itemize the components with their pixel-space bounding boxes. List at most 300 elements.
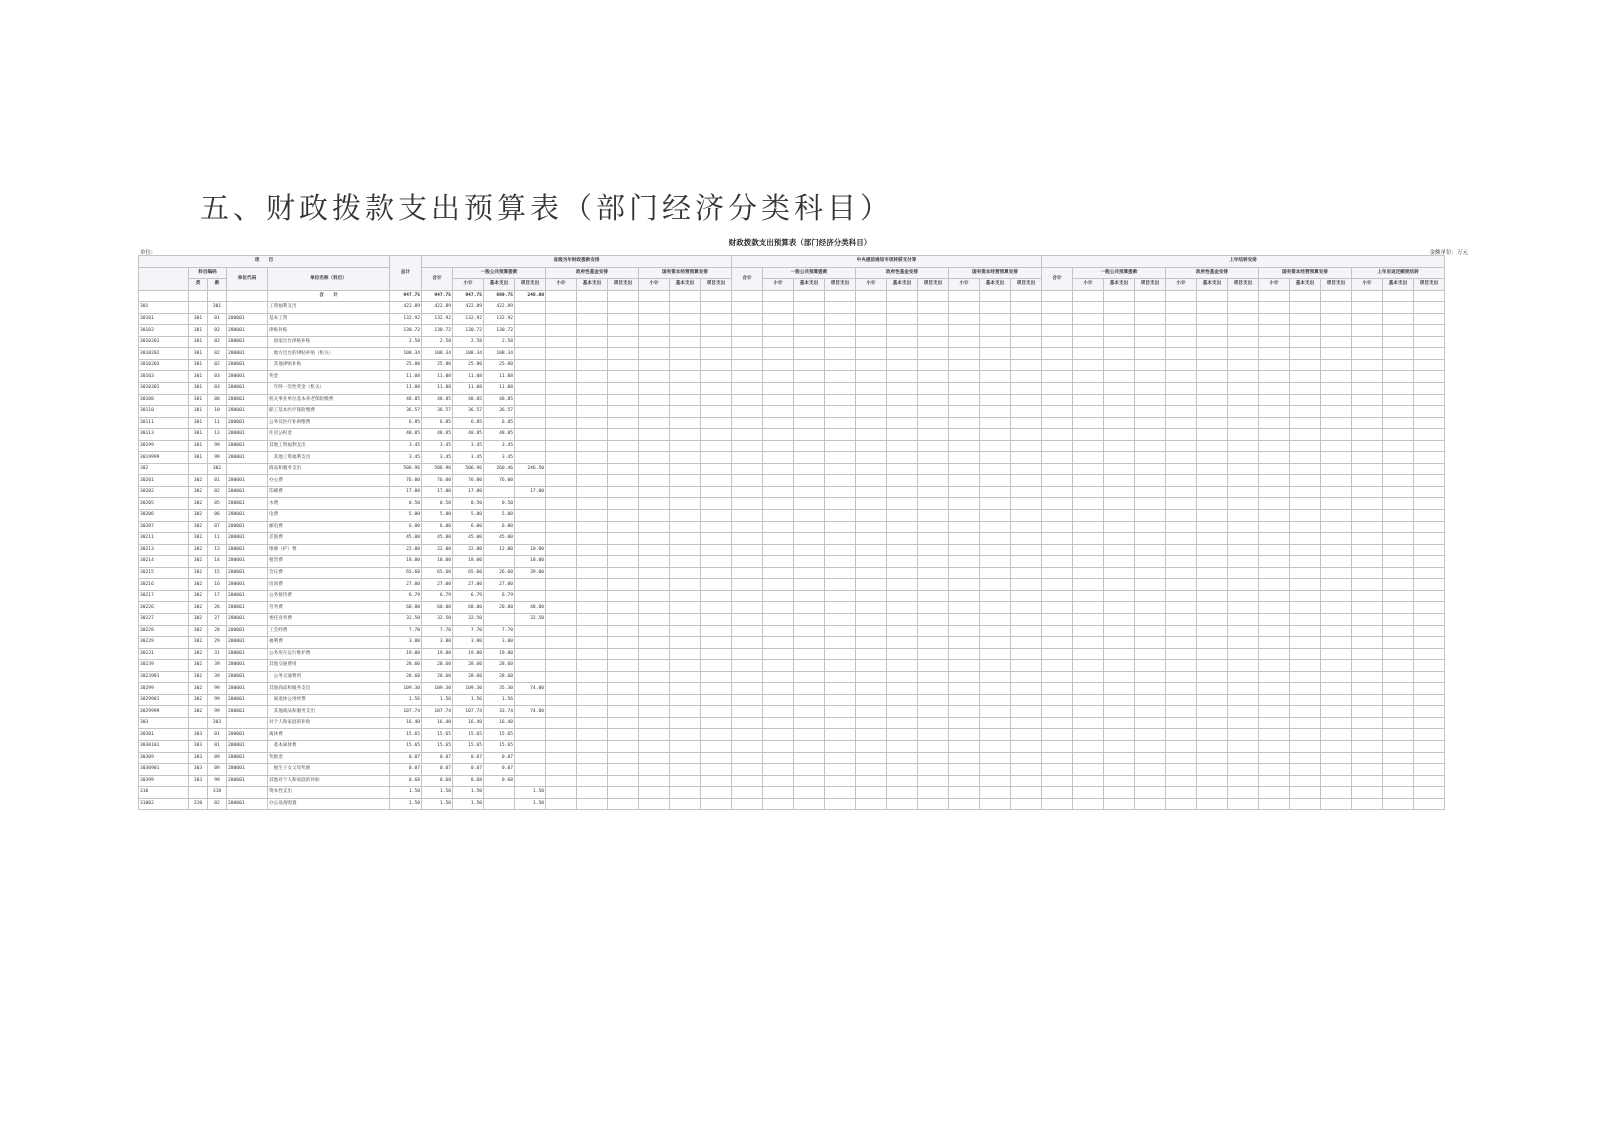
cell-empty	[918, 533, 949, 545]
cell-total: 1.50	[390, 787, 422, 799]
cell-subtotal: 28.60	[422, 671, 453, 683]
cell-empty	[763, 290, 794, 302]
cell-empty	[639, 521, 670, 533]
cell-empty	[639, 602, 670, 614]
cell-subtotal: 11.08	[422, 383, 453, 395]
cell-empty	[1259, 694, 1290, 706]
cell-code	[139, 290, 189, 302]
cell-empty	[763, 406, 794, 418]
cell-code: 303	[139, 717, 189, 729]
cell-empty	[1166, 290, 1197, 302]
cell-total: 1.50	[390, 798, 422, 810]
cell-total: 16.40	[390, 717, 422, 729]
cell-code: 30299	[139, 683, 189, 695]
header-last-year-other: 上年应返还额度结转	[1352, 267, 1445, 279]
cell-empty	[639, 336, 670, 348]
cell-empty	[825, 429, 856, 441]
cell-empty	[1383, 613, 1414, 625]
cell-empty	[1166, 440, 1197, 452]
cell-empty	[763, 383, 794, 395]
cell-empty	[1259, 463, 1290, 475]
cell-empty	[1135, 613, 1166, 625]
cell-empty	[732, 556, 763, 568]
cell-empty	[1135, 452, 1166, 464]
cell-empty	[887, 521, 918, 533]
cell-empty	[732, 602, 763, 614]
cell-general-sub: 947.75	[453, 290, 484, 302]
cell-empty	[608, 637, 639, 649]
header-class: 类	[189, 279, 208, 291]
cell-empty	[1042, 625, 1073, 637]
cell-unit-code	[227, 787, 268, 799]
cell-empty	[1321, 706, 1352, 718]
cell-empty	[794, 359, 825, 371]
cell-empty	[1352, 717, 1383, 729]
cell-empty	[1383, 683, 1414, 695]
cell-empty	[546, 463, 577, 475]
cell-item: 11	[208, 533, 227, 545]
cell-total: 17.00	[390, 486, 422, 498]
table-row	[139, 394, 1445, 406]
cell-empty	[1011, 394, 1042, 406]
table-row	[139, 429, 1445, 441]
cell-class: 302	[189, 660, 208, 672]
cell-subtotal: 25.80	[422, 359, 453, 371]
cell-empty	[918, 637, 949, 649]
cell-general-sub: 11.08	[453, 371, 484, 383]
cell-empty	[577, 429, 608, 441]
cell-empty	[1414, 429, 1445, 441]
cell-empty	[1228, 313, 1259, 325]
cell-empty	[887, 590, 918, 602]
cell-general-basic	[484, 787, 515, 799]
cell-empty	[577, 359, 608, 371]
cell-general-project	[515, 694, 546, 706]
cell-empty	[887, 383, 918, 395]
cell-empty	[1135, 325, 1166, 337]
cell-empty	[856, 510, 887, 522]
cell-empty	[1166, 383, 1197, 395]
cell-empty	[1166, 556, 1197, 568]
cell-empty	[732, 787, 763, 799]
cell-empty	[701, 602, 732, 614]
cell-item: 310	[208, 787, 227, 799]
cell-empty	[1135, 371, 1166, 383]
cell-empty	[1259, 336, 1290, 348]
cell-empty	[1290, 510, 1321, 522]
cell-subtotal: 18.00	[422, 556, 453, 568]
cell-empty	[1166, 463, 1197, 475]
cell-empty	[1197, 625, 1228, 637]
header-sub-total: 小计	[1073, 279, 1104, 291]
cell-empty	[670, 717, 701, 729]
cell-subtotal: 0.68	[422, 775, 453, 787]
cell-empty	[1383, 533, 1414, 545]
cell-empty	[825, 602, 856, 614]
cell-empty	[980, 729, 1011, 741]
cell-empty	[608, 740, 639, 752]
cell-empty	[1259, 579, 1290, 591]
cell-item: 13	[208, 544, 227, 556]
cell-empty	[608, 752, 639, 764]
cell-total: 27.00	[390, 579, 422, 591]
cell-empty	[1166, 359, 1197, 371]
cell-empty	[856, 648, 887, 660]
cell-empty	[1166, 371, 1197, 383]
cell-empty	[1042, 602, 1073, 614]
cell-empty	[1166, 406, 1197, 418]
cell-empty	[1011, 798, 1042, 810]
cell-empty	[1228, 371, 1259, 383]
cell-unit-code: 280001	[227, 798, 268, 810]
cell-empty	[1135, 440, 1166, 452]
cell-total: 60.00	[390, 602, 422, 614]
cell-empty	[1042, 452, 1073, 464]
cell-empty	[1011, 440, 1042, 452]
cell-empty	[794, 637, 825, 649]
cell-empty	[1042, 579, 1073, 591]
cell-empty	[1135, 302, 1166, 314]
cell-total: 25.80	[390, 359, 422, 371]
cell-subtotal: 108.34	[422, 348, 453, 360]
cell-empty	[1197, 671, 1228, 683]
cell-empty	[1414, 498, 1445, 510]
cell-empty	[1259, 775, 1290, 787]
cell-empty	[1166, 394, 1197, 406]
cell-empty	[577, 394, 608, 406]
cell-empty	[1383, 290, 1414, 302]
cell-empty	[670, 302, 701, 314]
cell-empty	[1197, 764, 1228, 776]
cell-empty	[825, 521, 856, 533]
cell-empty	[1166, 475, 1197, 487]
cell-empty	[1073, 440, 1104, 452]
cell-empty	[732, 798, 763, 810]
cell-empty	[1383, 764, 1414, 776]
header-subtotal: 合计	[422, 267, 453, 290]
cell-empty	[1104, 579, 1135, 591]
cell-empty	[546, 787, 577, 799]
cell-general-sub: 1.56	[453, 694, 484, 706]
cell-empty	[1011, 475, 1042, 487]
cell-unit-code: 280001	[227, 325, 268, 337]
cell-empty	[639, 671, 670, 683]
cell-empty	[763, 486, 794, 498]
cell-unit-name: 水费	[268, 498, 390, 510]
cell-subtotal: 76.00	[422, 475, 453, 487]
cell-empty	[918, 325, 949, 337]
cell-empty	[670, 556, 701, 568]
cell-empty	[949, 394, 980, 406]
cell-empty	[1290, 798, 1321, 810]
cell-empty	[856, 798, 887, 810]
cell-empty	[1042, 429, 1073, 441]
cell-empty	[546, 325, 577, 337]
cell-empty	[1073, 359, 1104, 371]
cell-empty	[887, 429, 918, 441]
cell-empty	[1197, 602, 1228, 614]
cell-empty	[825, 706, 856, 718]
cell-general-project	[515, 775, 546, 787]
cell-empty	[1290, 371, 1321, 383]
table-row	[139, 556, 1445, 568]
cell-empty	[763, 440, 794, 452]
cell-empty	[763, 336, 794, 348]
cell-empty	[1228, 590, 1259, 602]
cell-empty	[1259, 521, 1290, 533]
cell-empty	[794, 556, 825, 568]
cell-empty	[1197, 717, 1228, 729]
header-budget-current: 省级当年财政拨款安排	[422, 256, 732, 268]
cell-unit-name: 其他商品和服务支出	[268, 706, 390, 718]
cell-unit-code: 280001	[227, 752, 268, 764]
cell-empty	[1290, 775, 1321, 787]
cell-empty	[732, 429, 763, 441]
cell-empty	[608, 302, 639, 314]
cell-total: 15.65	[390, 729, 422, 741]
cell-empty	[887, 683, 918, 695]
cell-general-project	[515, 429, 546, 441]
cell-general-basic: 5.00	[484, 510, 515, 522]
cell-empty	[825, 637, 856, 649]
cell-empty	[670, 787, 701, 799]
cell-empty	[1228, 452, 1259, 464]
cell-empty	[763, 740, 794, 752]
cell-empty	[670, 452, 701, 464]
cell-general-project	[515, 579, 546, 591]
cell-unit-name: 其他工资福利支出	[268, 440, 390, 452]
cell-empty	[1383, 336, 1414, 348]
cell-empty	[1414, 290, 1445, 302]
cell-empty	[1011, 429, 1042, 441]
cell-empty	[825, 648, 856, 660]
cell-empty	[639, 371, 670, 383]
cell-general-project	[515, 417, 546, 429]
cell-empty	[794, 371, 825, 383]
header-basic-exp: 基本支出	[670, 279, 701, 291]
cell-general-project: 248.00	[515, 290, 546, 302]
cell-empty	[608, 602, 639, 614]
cell-general-project	[515, 637, 546, 649]
header-basic-exp: 基本支出	[887, 279, 918, 291]
cell-empty	[701, 452, 732, 464]
cell-code: 301	[139, 302, 189, 314]
cell-empty	[1011, 290, 1042, 302]
cell-empty	[1352, 475, 1383, 487]
cell-empty	[639, 429, 670, 441]
cell-empty	[1042, 417, 1073, 429]
cell-empty	[1414, 417, 1445, 429]
cell-empty	[887, 567, 918, 579]
cell-empty	[1104, 510, 1135, 522]
amount-unit-label: 金额单位：万元	[1429, 250, 1468, 256]
cell-class	[189, 717, 208, 729]
cell-empty	[1259, 394, 1290, 406]
cell-empty	[1042, 463, 1073, 475]
cell-empty	[1259, 567, 1290, 579]
cell-empty	[1104, 717, 1135, 729]
cell-general-project: 1.50	[515, 798, 546, 810]
cell-empty	[763, 752, 794, 764]
cell-empty	[546, 417, 577, 429]
cell-empty	[1073, 567, 1104, 579]
cell-subtotal: 28.60	[422, 660, 453, 672]
cell-empty	[856, 359, 887, 371]
cell-empty	[1259, 764, 1290, 776]
cell-item: 28	[208, 625, 227, 637]
cell-empty	[577, 498, 608, 510]
cell-empty	[1352, 752, 1383, 764]
cell-empty	[887, 752, 918, 764]
cell-empty	[856, 440, 887, 452]
cell-empty	[887, 660, 918, 672]
cell-empty	[887, 637, 918, 649]
cell-empty	[732, 706, 763, 718]
cell-general-basic: 15.65	[484, 740, 515, 752]
cell-empty	[856, 787, 887, 799]
cell-empty	[577, 440, 608, 452]
cell-empty	[577, 486, 608, 498]
cell-empty	[1352, 775, 1383, 787]
cell-empty	[1383, 406, 1414, 418]
cell-empty	[980, 498, 1011, 510]
cell-unit-code: 280001	[227, 602, 268, 614]
cell-empty	[887, 336, 918, 348]
cell-general-basic: 7.70	[484, 625, 515, 637]
cell-empty	[1104, 325, 1135, 337]
cell-total: 48.85	[390, 394, 422, 406]
cell-general-basic: 48.85	[484, 394, 515, 406]
cell-unit-code: 280001	[227, 336, 268, 348]
cell-unit-name: 国家出台津贴补贴	[268, 336, 390, 348]
cell-unit-code: 280001	[227, 613, 268, 625]
cell-empty	[825, 625, 856, 637]
cell-empty	[980, 544, 1011, 556]
cell-general-project	[515, 625, 546, 637]
cell-subtotal: 7.70	[422, 625, 453, 637]
cell-empty	[825, 671, 856, 683]
cell-empty	[887, 348, 918, 360]
cell-empty	[1290, 521, 1321, 533]
cell-empty	[1290, 590, 1321, 602]
cell-empty	[1383, 602, 1414, 614]
cell-empty	[1290, 429, 1321, 441]
cell-empty	[701, 544, 732, 556]
cell-empty	[1352, 452, 1383, 464]
cell-empty	[856, 302, 887, 314]
cell-empty	[980, 706, 1011, 718]
cell-empty	[918, 510, 949, 522]
header-basic-exp: 基本支出	[1197, 279, 1228, 291]
cell-empty	[1228, 302, 1259, 314]
cell-empty	[732, 325, 763, 337]
cell-empty	[1166, 498, 1197, 510]
cell-empty	[980, 740, 1011, 752]
cell-empty	[1104, 302, 1135, 314]
cell-empty	[1042, 406, 1073, 418]
cell-empty	[1135, 533, 1166, 545]
cell-unit-code	[227, 302, 268, 314]
cell-empty	[1042, 637, 1073, 649]
cell-empty	[608, 590, 639, 602]
cell-empty	[608, 556, 639, 568]
cell-empty	[887, 510, 918, 522]
cell-empty	[1414, 740, 1445, 752]
cell-empty	[825, 348, 856, 360]
cell-empty	[1352, 406, 1383, 418]
cell-empty	[980, 394, 1011, 406]
cell-empty	[701, 740, 732, 752]
cell-empty	[1321, 567, 1352, 579]
cell-empty	[639, 475, 670, 487]
cell-empty	[1104, 613, 1135, 625]
cell-empty	[546, 729, 577, 741]
cell-empty	[887, 440, 918, 452]
cell-empty	[546, 440, 577, 452]
cell-code: 30102	[139, 325, 189, 337]
header-project-exp: 项目支出	[1321, 279, 1352, 291]
cell-empty	[670, 498, 701, 510]
cell-empty	[1414, 325, 1445, 337]
cell-empty	[639, 290, 670, 302]
cell-empty	[670, 394, 701, 406]
cell-item: 27	[208, 613, 227, 625]
cell-empty	[887, 533, 918, 545]
cell-empty	[1259, 613, 1290, 625]
cell-general-sub: 15.65	[453, 740, 484, 752]
cell-empty	[701, 787, 732, 799]
cell-general-basic: 11.08	[484, 371, 515, 383]
cell-empty	[1352, 648, 1383, 660]
cell-empty	[887, 417, 918, 429]
cell-empty	[639, 498, 670, 510]
cell-empty	[1104, 533, 1135, 545]
cell-general-sub: 11.08	[453, 383, 484, 395]
cell-empty	[701, 533, 732, 545]
cell-empty	[608, 429, 639, 441]
cell-empty	[1352, 729, 1383, 741]
cell-empty	[577, 613, 608, 625]
cell-code: 30216	[139, 579, 189, 591]
cell-empty	[732, 579, 763, 591]
cell-empty	[1042, 359, 1073, 371]
cell-empty	[1414, 706, 1445, 718]
cell-subtotal: 3.45	[422, 440, 453, 452]
header-total: 总计	[390, 256, 422, 291]
cell-empty	[1290, 706, 1321, 718]
cell-empty	[1104, 521, 1135, 533]
cell-subtotal: 947.75	[422, 290, 453, 302]
cell-empty	[1259, 556, 1290, 568]
cell-subtotal: 1.56	[422, 694, 453, 706]
cell-empty	[980, 637, 1011, 649]
cell-empty	[670, 579, 701, 591]
cell-empty	[1104, 567, 1135, 579]
cell-empty	[825, 440, 856, 452]
cell-empty	[639, 463, 670, 475]
cell-empty	[546, 406, 577, 418]
cell-subtotal: 107.74	[422, 706, 453, 718]
cell-empty	[1259, 406, 1290, 418]
cell-empty	[980, 556, 1011, 568]
cell-empty	[918, 313, 949, 325]
cell-empty	[1259, 683, 1290, 695]
cell-empty	[1352, 602, 1383, 614]
cell-empty	[701, 336, 732, 348]
cell-empty	[1383, 313, 1414, 325]
cell-empty	[1166, 798, 1197, 810]
cell-empty	[1321, 302, 1352, 314]
